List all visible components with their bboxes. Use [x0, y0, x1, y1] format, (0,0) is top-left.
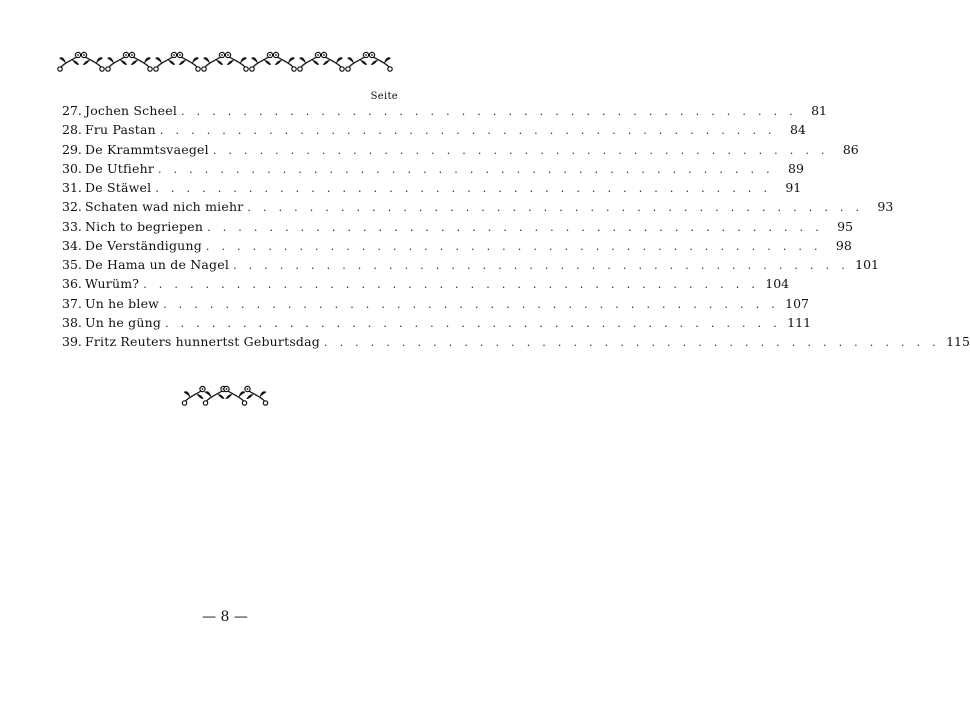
- floral-border-icon: [0, 48, 450, 76]
- entry-number: 39.: [62, 334, 82, 349]
- leader-dots: . . . . . . . . . . . . . . . . . . . . . . . . . . . . . . . . . . . . . . . .: [159, 124, 776, 138]
- toc-entry: [62, 255, 879, 274]
- entry-number: 36.: [62, 276, 82, 292]
- floral-vignette-icon: [183, 382, 267, 410]
- leader-dots: . . . . . . . . . . . . . . . . . . . . . . . . . . . . . . . . . . . . . . . .: [163, 297, 780, 311]
- entry-title: Un he güng: [85, 314, 162, 330]
- entry-number: 35.: [62, 257, 82, 272]
- table-of-contents: [62, 101, 970, 351]
- entry-number: 34.: [62, 237, 82, 253]
- leader-dots: . . . . . . . . . . . . . . . . . . . . . . . . . . . . . . . . . . . . . . . .: [207, 220, 824, 234]
- page-number: — 8 —: [202, 609, 248, 625]
- entry-title: Fru Pastan: [85, 122, 156, 138]
- floral-vignette-icon: [0, 382, 450, 410]
- toc-entry: [62, 294, 810, 313]
- leader-dots: . . . . . . . . . . . . . . . . . . . . . . . . . . . . . . . . . . . . . . . .: [233, 259, 849, 272]
- entry-title: Fritz Reuters hunnertst Geburtsdag: [85, 334, 320, 349]
- leader-dots: . . . . . . . . . . . . . . . . . . . . . . . . . . . . . . . . . . . . . . . .: [181, 105, 797, 118]
- entry-number: 37.: [62, 295, 82, 311]
- toc-entry: [62, 217, 854, 236]
- leader-dots: . . . . . . . . . . . . . . . . . . . . . . . . . . . . . . . . . . . . . . . .: [324, 336, 940, 349]
- leader-dots: . . . . . . . . . . . . . . . . . . . . . . . . . . . . . . . . . . . . . . . .: [158, 162, 774, 176]
- leader-dots: . . . . . . . . . . . . . . . . . . . . . . . . . . . . . . . . . . . . . . . .: [143, 278, 760, 292]
- toc-entry: [62, 120, 806, 139]
- entry-title: Schaten wad nich miehr: [85, 199, 244, 215]
- entry-title: De Krammtsvaegel: [85, 141, 209, 157]
- floral-border-icon: [57, 48, 393, 76]
- entry-number: 32.: [62, 199, 82, 215]
- entry-page: 93: [877, 199, 894, 215]
- toc-entry: [62, 313, 812, 332]
- entry-number: 28.: [62, 122, 82, 138]
- entry-title: De Verständigung: [85, 237, 202, 253]
- entry-page: 111: [787, 314, 812, 330]
- leader-dots: . . . . . . . . . . . . . . . . . . . . . . . . . . . . . . . . . . . . . . . .: [247, 201, 864, 215]
- toc-entry: [62, 140, 859, 159]
- entry-page: 104: [765, 276, 790, 292]
- entry-number: 33.: [62, 218, 82, 234]
- entry-number: 30.: [62, 160, 82, 176]
- toc-entry: [62, 274, 790, 293]
- entry-title: De Utfiehr: [85, 160, 154, 176]
- toc-entry: [62, 178, 802, 197]
- entry-number: 27.: [62, 103, 82, 118]
- leader-dots: . . . . . . . . . . . . . . . . . . . . . . . . . . . . . . . . . . . . . . . .: [205, 239, 822, 253]
- entry-page: 91: [785, 180, 802, 195]
- toc-entry: [62, 236, 852, 255]
- toc-entry: [62, 159, 804, 178]
- entry-number: 38.: [62, 314, 82, 330]
- page-column-header: Seite: [370, 91, 398, 102]
- entry-page: 89: [788, 160, 804, 176]
- leader-dots: . . . . . . . . . . . . . . . . . . . . . . . . . . . . . . . . . . . . . . . .: [165, 316, 782, 330]
- leader-dots: . . . . . . . . . . . . . . . . . . . . . . . . . . . . . . . . . . . . . . . .: [212, 143, 829, 157]
- toc-entry: [62, 101, 827, 120]
- entry-title: Nich to begriepen: [85, 218, 204, 234]
- entry-title: Un he blew: [85, 295, 160, 311]
- entry-page: 115: [946, 334, 970, 349]
- entry-page: 98: [835, 237, 852, 253]
- entry-number: 29.: [62, 141, 82, 157]
- entry-title: De Stäwel: [85, 180, 152, 195]
- entry-page: 86: [842, 141, 859, 157]
- leader-dots: . . . . . . . . . . . . . . . . . . . . . . . . . . . . . . . . . . . . . . . .: [155, 182, 772, 195]
- entry-page: 107: [785, 295, 810, 311]
- entry-page: 84: [789, 122, 806, 138]
- entry-title: Jochen Scheel: [85, 103, 178, 118]
- entry-page: 81: [811, 103, 827, 118]
- toc-entry: [62, 332, 970, 351]
- entry-number: 31.: [62, 180, 82, 195]
- entry-title: De Hama un de Nagel: [85, 257, 230, 272]
- entry-title: Wurüm?: [85, 276, 140, 292]
- entry-page: 95: [837, 218, 854, 234]
- toc-entry: [62, 197, 894, 216]
- entry-page: 101: [855, 257, 879, 272]
